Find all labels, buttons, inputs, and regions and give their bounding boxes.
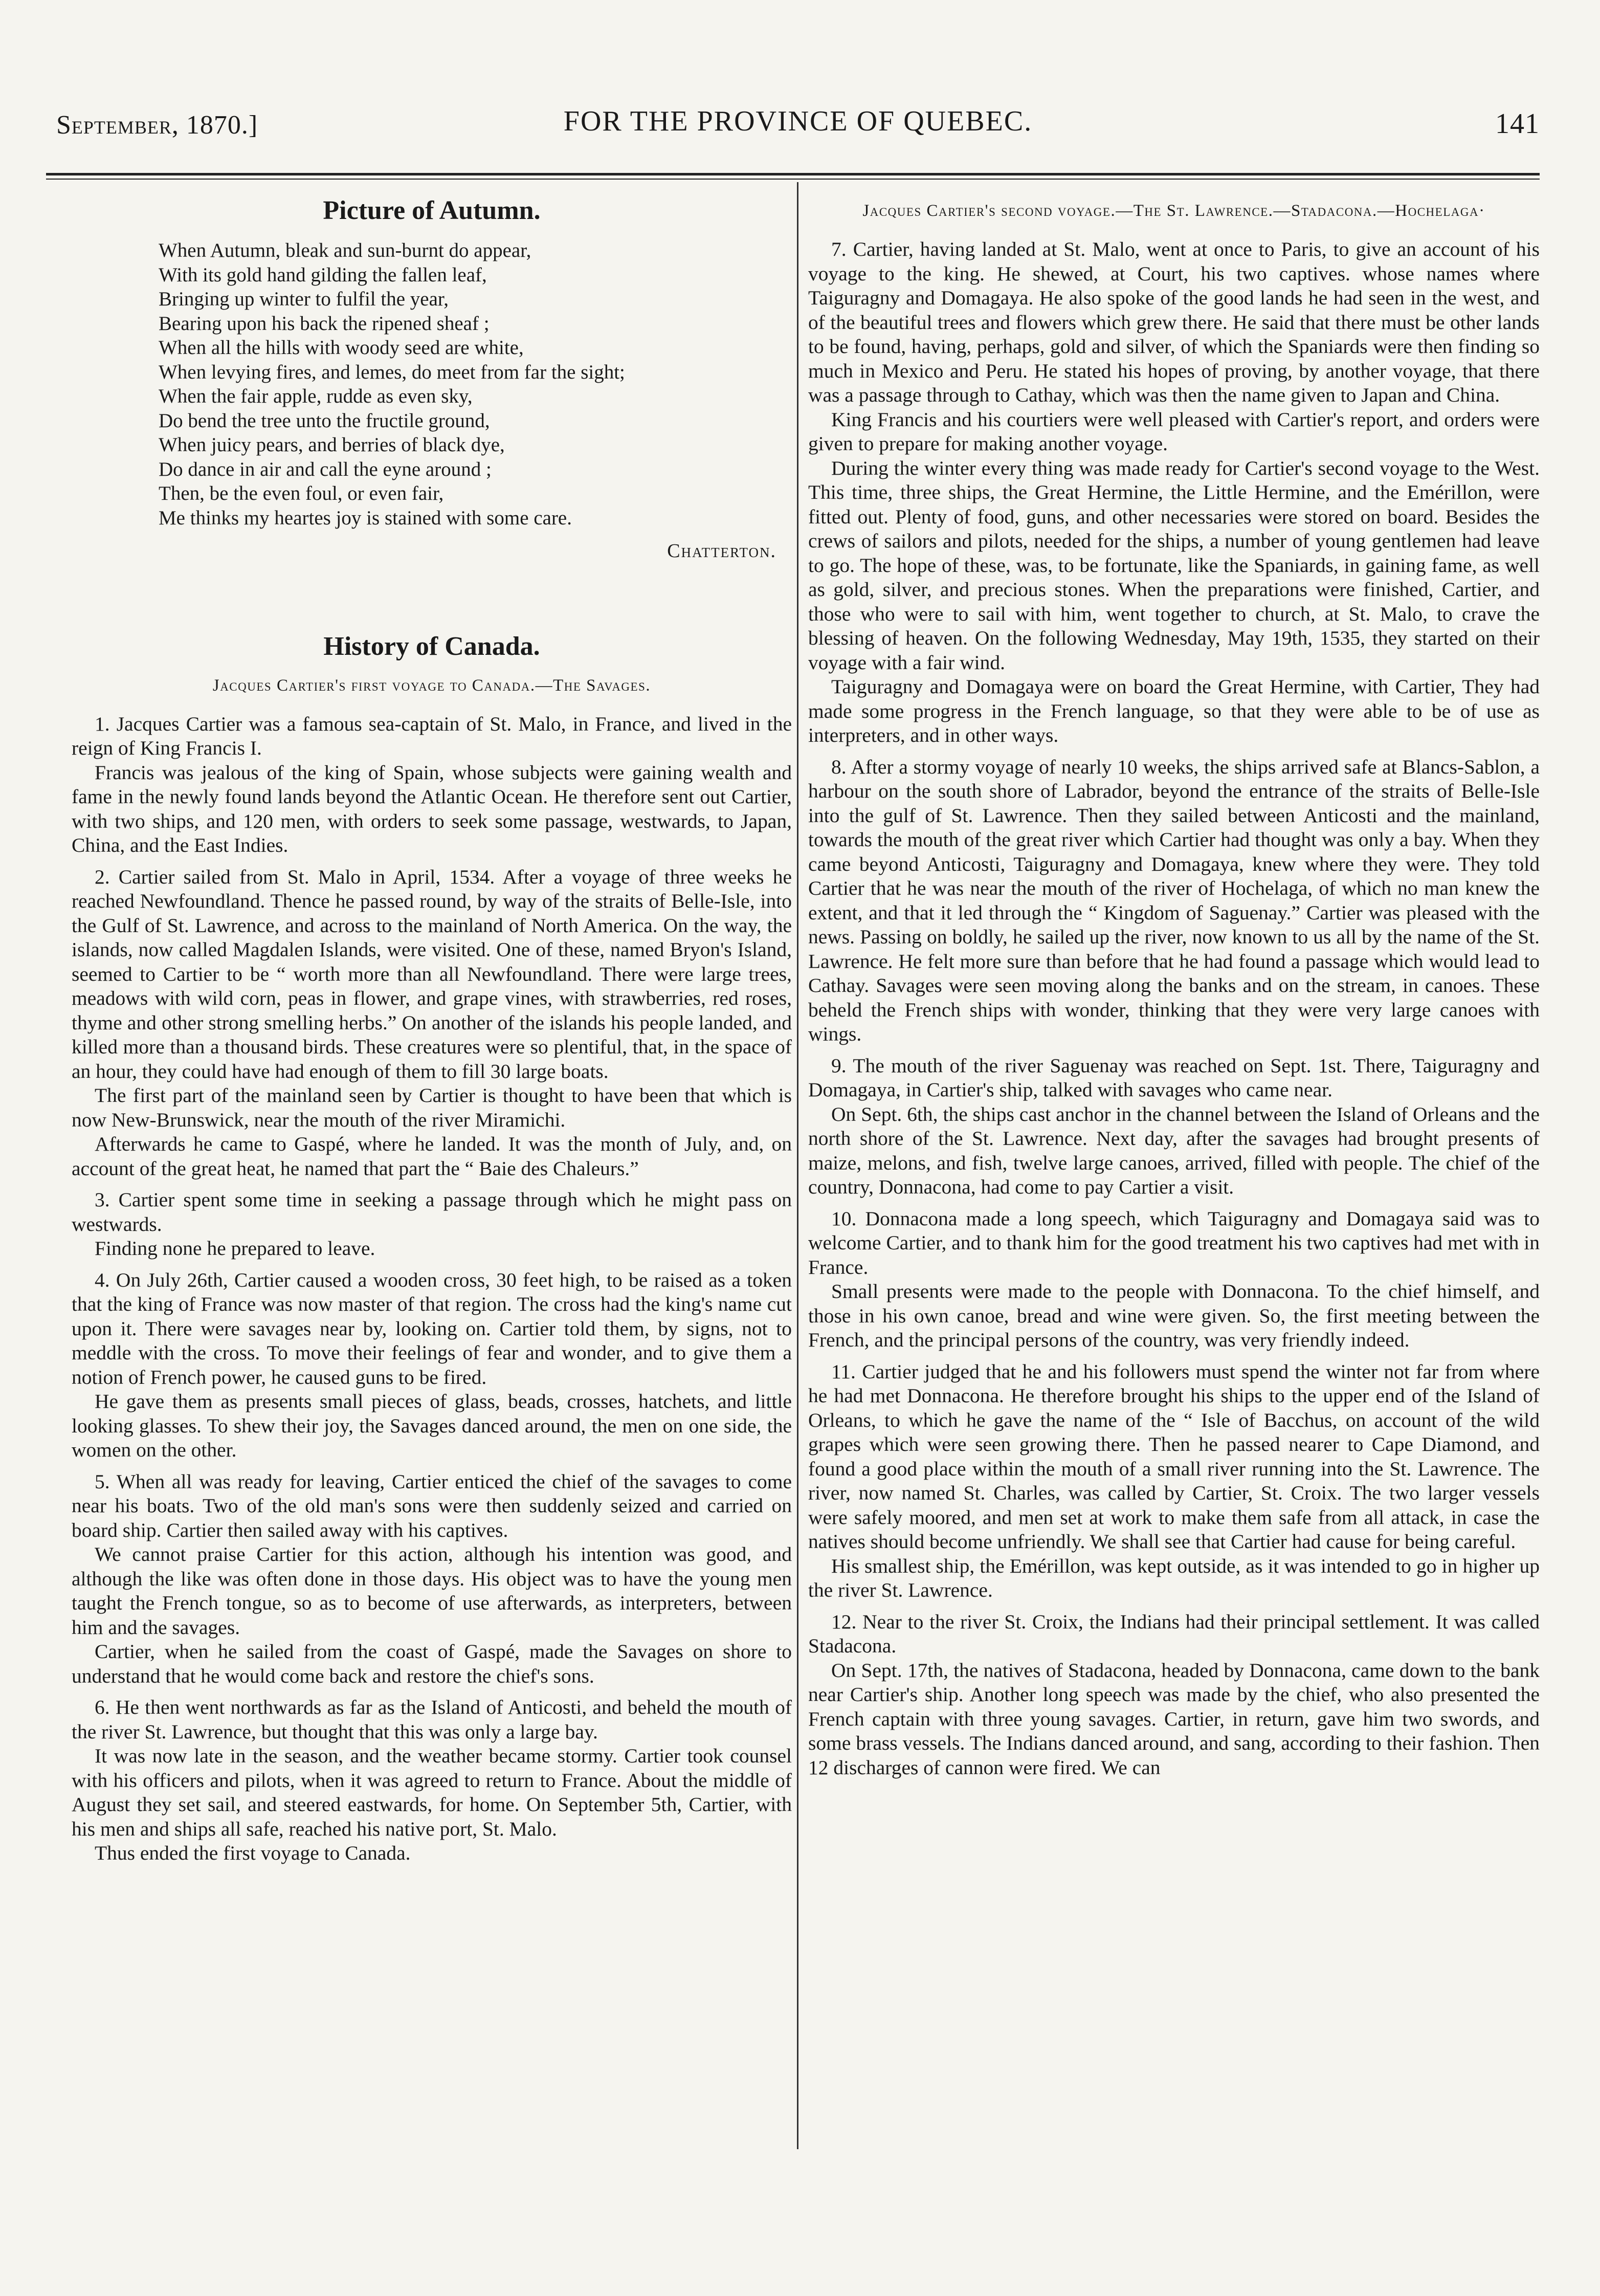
paragraph: 3. Cartier spent some time in seeking a passage through which he might pass on westwards. bbox=[72, 1188, 792, 1235]
paragraph: Afterwards he came to Gaspé, where he landed. It was the month of July, and, on account of the great heat, he named that part the “ Baie des Chaleurs.” bbox=[72, 1133, 792, 1180]
poem-line: When juicy pears, and berries of black dye, bbox=[159, 434, 505, 456]
header-date: September, 1870.] bbox=[56, 111, 258, 140]
poem-line: When the fair apple, rudde as even sky, bbox=[159, 385, 473, 407]
running-header bbox=[56, 105, 1540, 146]
paragraph: During the winter every thing was made ready for Cartier's second voyage to the West. This time, three ships, the Great Hermine, the Little Hermine, and the Emérillon, were fitted out. Plenty of food, guns, and other necessaries were stored on board. Besides the crews of sailors and pilots, needed for the ships, a number of young gentlemen had leave to go. The hope of these, was, to be fortunate, like the Spaniards, in gaining fame, as well as gold, silver, and precious stones. When the preparations were finished, Cartier, and those who were to sail with him, went together to church, at St. Malo, to crave the blessing of heaven. On the following Wednesday, May 19th, 1535, they started on their voyage with a fair wind. bbox=[808, 456, 1540, 674]
left-column bbox=[72, 194, 792, 1866]
history-subtitle: Jacques Cartier's first voyage to Canada.—The Savages. bbox=[212, 676, 651, 695]
paragraph: 1. Jacques Cartier was a famous sea-captain of St. Malo, in France, and lived in the reign of King Francis I. bbox=[72, 712, 792, 759]
second-voyage-subtitle: Jacques Cartier's second voyage.—The St. Lawrence.—Stadacona.—Hochelaga· bbox=[862, 202, 1485, 220]
paragraph: Taiguragny and Domagaya were on board the Great Hermine, with Cartier, They had made some progress in the French language, so that they were able to be of use as interpreters, and in other ways. bbox=[808, 675, 1540, 746]
paragraph: The first part of the mainland seen by Cartier is thought to have been that which is now New-Brunswick, near the mouth of the river Miramichi. bbox=[72, 1084, 792, 1131]
poem-line: Me thinks my heartes joy is stained with some care. bbox=[159, 506, 572, 529]
paragraph: Thus ended the first voyage to Canada. bbox=[95, 1842, 411, 1864]
history-title: History of Canada. bbox=[323, 631, 540, 661]
paragraph: Francis was jealous of the king of Spain, whose subjects were gaining wealth and fame in the newly found lands beyond the Atlantic Ocean. He therefore sent out Cartier, with two ships, and 120 men, with orders to seek some passage, westwards, to Japan, China, and the East Indies. bbox=[72, 761, 792, 856]
paragraph: 5. When all was ready for leaving, Cartier enticed the chief of the savages to come near his boats. Two of the old man's sons were then suddenly seized and carried on board ship. Cartier then sailed away with his captives. bbox=[72, 1470, 792, 1541]
right-column bbox=[808, 194, 1540, 1780]
poem-line: When levying fires, and lemes, do meet from far the sight; bbox=[159, 361, 625, 383]
paragraph: On Sept. 17th, the natives of Stadacona, headed by Donnacona, came down to the bank near Cartier's ship. Another long speech was made by the chief, who also presented the French captain with three young savages. Cartier, in return, gave him two swords, and some brass vessels. The Indians danced around, and sang, according to their fashion. Then 12 discharges of cannon were fired. We can bbox=[808, 1659, 1540, 1779]
poem-line: Bearing upon his back the ripened sheaf ; bbox=[159, 312, 490, 335]
poem-title: Picture of Autumn. bbox=[323, 196, 541, 225]
header-rule bbox=[46, 173, 1540, 175]
second-voyage-body bbox=[808, 237, 1540, 1780]
column-divider bbox=[797, 182, 798, 2149]
history-body bbox=[72, 712, 792, 1866]
paragraph: 8. After a stormy voyage of nearly 10 weeks, the ships arrived safe at Blancs-Sablon, a harbour on the south shore of Labrador, beyond the entrance of the straits of Belle-Isle into the gulf of St. Lawrence. Then they sailed between Anticosti and the mainland, towards the mouth of the great river which Cartier had thought was only a bay. When they came beyond Anticosti, Taiguragny and Domagaya, knew where they were. They told Cartier that he was near the mouth of the river of Hochelaga, of which no man knew the extent, and that it led through the “ Kingdom of Saguenay.” Cartier was pleased with the news. Passing on boldly, he sailed up the river, now known to us all by the name of the St. Lawrence. He felt more sure than before that he had found a passage which would lead to Cathay. Savages were seen moving along the banks and on the stream, in canoes. These beheld the French ships with wonder, thinking that they were very large canoes with wings. bbox=[808, 755, 1540, 1045]
paragraph: On Sept. 6th, the ships cast anchor in the channel between the Island of Orleans and the north shore of the St. Lawrence. Next day, after the savages had brought presents of maize, melons, and fish, twelve large canoes, arrived, filled with people. The chief of the country, Donnacona, had come to pay Cartier a visit. bbox=[808, 1102, 1540, 1198]
poem-line: When all the hills with woody seed are white, bbox=[159, 337, 524, 359]
paragraph: 6. He then went northwards as far as the Island of Anticosti, and beheld the mouth of the river St. Lawrence, but thought that this was only a large bay. bbox=[72, 1696, 792, 1743]
poem-line: Do dance in air and call the eyne around ; bbox=[159, 458, 492, 480]
paragraph: His smallest ship, the Emérillon, was kept outside, as it was intended to go in higher up the river St. Lawrence. bbox=[808, 1554, 1540, 1601]
paragraph: 2. Cartier sailed from St. Malo in April, 1534. After a voyage of three weeks he reached Newfoundland. Thence he passed round, by way of the straits of Belle-Isle, into the Gulf of St. Lawrence, and across to the mainland of North America. On the way, the islands, now called Magdalen Islands, were visited. One of these, named Bryon's Island, seemed to Cartier to be “ worth more than all Newfoundland. There were large trees, meadows with wild corn, peas in flower, and grape vines, with strawberries, red roses, thyme and other strong smelling herbs.” On another of the islands his people landed, and killed more than a thousand birds. These creatures were so plentiful, that, in the space of an hour, they could have had enough of them to fill 30 large boats. bbox=[72, 865, 792, 1083]
header-rule-thin bbox=[46, 179, 1540, 180]
paragraph: 12. Near to the river St. Croix, the Indians had their principal settlement. It was called Stadacona. bbox=[808, 1610, 1540, 1657]
poem-author: Chatterton. bbox=[667, 540, 776, 562]
paragraph: 11. Cartier judged that he and his followers must spend the winter not far from where he had met Donnacona. He therefore brought his ships to the upper end of the Island of Orleans, to which he gave the name of the “ Isle of Bacchus, on account of the wild grapes which were seen growing there. Then he passed nearer to Cape Diamond, and found a good place within the mouth of a small river running into the St. Lawrence. The river, now named St. Charles, was called by Cartier, St. Croix. The two larger vessels were safely moored, and men set at work to make them safe from all attack, in case the natives should become unfriendly. We shall see that Cartier had cause for being careful. bbox=[808, 1360, 1540, 1553]
paragraph: It was now late in the season, and the weather became stormy. Cartier took counsel with his officers and pilots, when it was agreed to return to France. About the middle of August they set sail, and steered eastwards, for home. On September 5th, Cartier, with his men and ships all safe, reached his native port, St. Malo. bbox=[72, 1745, 792, 1840]
paragraph: 10. Donnacona made a long speech, which Taiguragny and Domagaya said was to welcome Cartier, and to thank him for the good treatment his two captives had met with in France. bbox=[808, 1207, 1540, 1278]
paragraph: 4. On July 26th, Cartier caused a wooden cross, 30 feet high, to be raised as a token that the king of France was now master of that region. The cross had the king's name cut upon it. There were savages near by, looking on. Cartier told them, by signs, not to meddle with the cross. To move their feelings of fear and wonder, and to give them a notion of French power, he caused guns to be fired. bbox=[72, 1268, 792, 1388]
header-title: FOR THE PROVINCE OF QUEBEC. bbox=[563, 105, 1033, 137]
poem-line: Bringing up winter to fulfil the year, bbox=[159, 288, 449, 310]
paragraph: Cartier, when he sailed from the coast of Gaspé, made the Savages on shore to understand that he would come back and restore the chief's sons. bbox=[72, 1640, 792, 1687]
poem-line: When Autumn, bleak and sun-burnt do appear, bbox=[159, 239, 531, 261]
poem-line: Then, be the even foul, or even fair, bbox=[159, 482, 444, 504]
paragraph: We cannot praise Cartier for this action, although his intention was good, and although the like was often done in those days. His object was to have the young men taught the French tongue, so as to become of use afterwards, as interpreters, between him and the savages. bbox=[72, 1543, 792, 1639]
poem-line: With its gold hand gilding the fallen leaf, bbox=[159, 263, 487, 286]
poem-line: Do bend the tree unto the fructile ground, bbox=[159, 409, 490, 432]
page-number: 141 bbox=[1495, 108, 1540, 140]
paragraph: Finding none he prepared to leave. bbox=[95, 1237, 375, 1260]
paragraph: King Francis and his courtiers were well pleased with Cartier's report, and orders were given to prepare for making another voyage. bbox=[808, 408, 1540, 455]
paragraph: 9. The mouth of the river Saguenay was reached on Sept. 1st. There, Taiguragny and Domagaya, in Cartier's ship, talked with savages who came near. bbox=[808, 1054, 1540, 1101]
paragraph: Small presents were made to the people with Donnacona. To the chief himself, and those in his own canoe, bread and wine were given. So, the first meeting between the French, and the principal persons of the country, was very friendly indeed. bbox=[808, 1280, 1540, 1351]
poem-body bbox=[159, 238, 792, 530]
paragraph: He gave them as presents small pieces of glass, beads, crosses, hatchets, and little looking glasses. To shew their joy, the Savages danced around, the men on one side, the women on the other. bbox=[72, 1390, 792, 1461]
paragraph: 7. Cartier, having landed at St. Malo, went at once to Paris, to give an account of his voyage to the king. He shewed, at Court, his two captives. whose names where Taiguragny and Domagaya. He also spoke of the good lands he had seen in the west, and of the beautiful trees and flowers which grew there. He said that there must be other lands to be found, having, perhaps, gold and silver, of which the Spaniards were then finding so much in Mexico and Peru. He stated his hopes of proving, by another voyage, that there was a passage through to Cathay, which was then the name given to Japan and China. bbox=[808, 238, 1540, 406]
